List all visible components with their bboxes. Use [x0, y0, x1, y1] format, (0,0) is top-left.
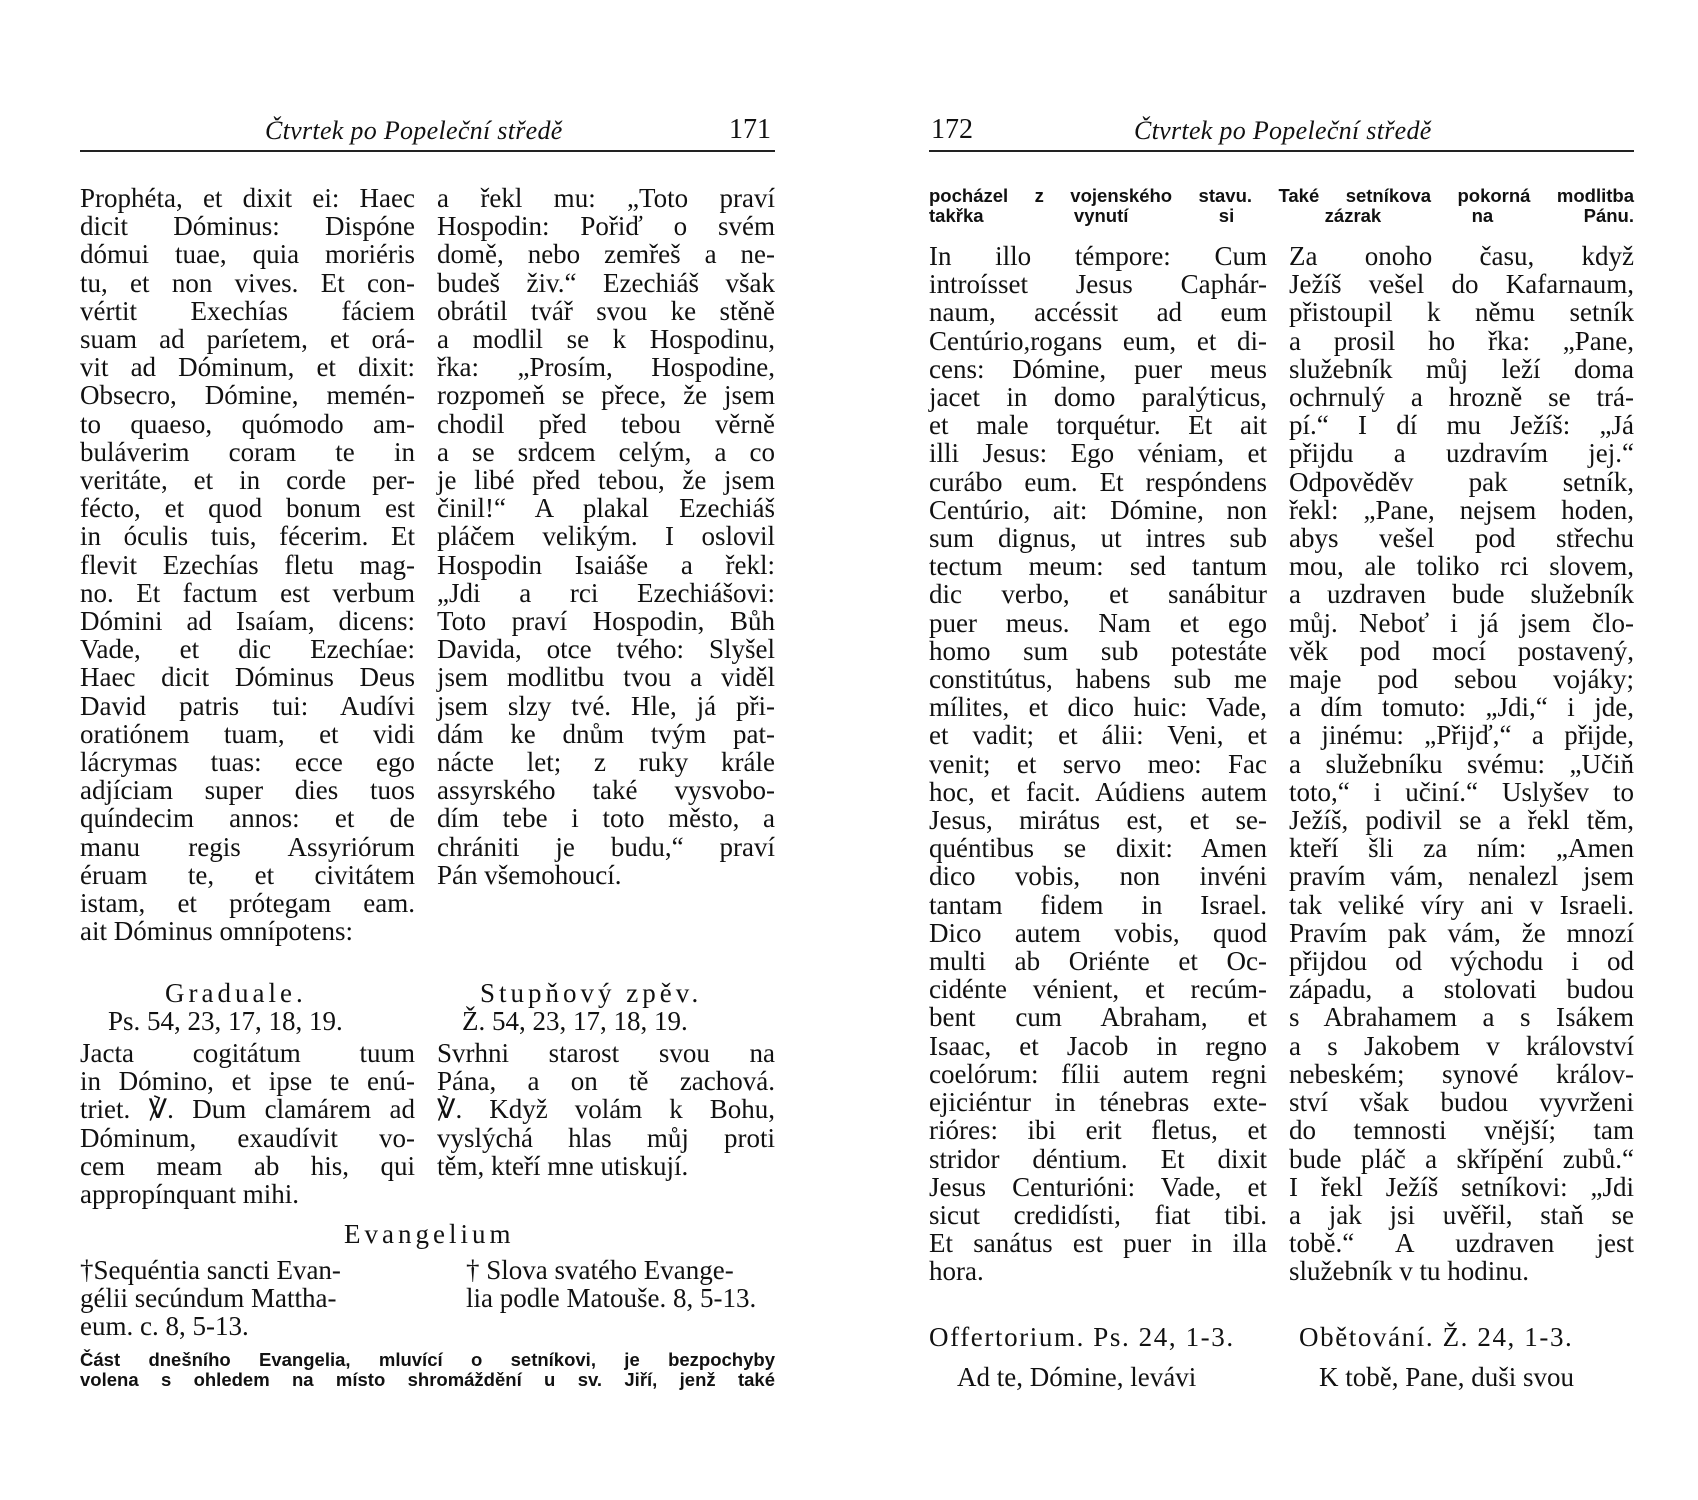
- stupnovy-czech: [437, 1039, 775, 1180]
- text-line: vértit Exechías fáciem: [80, 295, 415, 326]
- text-line: náctе let; z ruky krále: [437, 747, 775, 778]
- text-line: no. Et factum est verbum: [80, 577, 415, 608]
- text-line: veritáte, et in corde per-: [80, 465, 415, 496]
- text-line: a s Jakobem v království: [1289, 1030, 1634, 1061]
- text-line: Haec dicit Dóminus Deus: [80, 662, 415, 693]
- text-line: dicit Dóminus: Dispóne: [80, 211, 415, 242]
- text-line: Dóminum, exaudívit vo-: [80, 1122, 415, 1153]
- obetovani-heading: Obětování. Ž. 24, 1-3.: [1299, 1322, 1574, 1352]
- text-line: Centúrio, ait: Dómine, non: [929, 494, 1267, 525]
- text-line: buláverim coram te in: [80, 436, 415, 467]
- text-line: nebeském; synové králov-: [1289, 1058, 1634, 1089]
- text-line: takřka vynutí si zázrak na Pánu.: [929, 205, 1634, 226]
- text-line: ochrnulý a hrozně se trá-: [1289, 382, 1634, 413]
- text-line: přijdu a uzdravím jej.“: [1289, 438, 1634, 469]
- text-line: appropínquant mihi.: [80, 1179, 299, 1210]
- text-line: služebník můj leží doma: [1289, 353, 1634, 384]
- text-line: homo sum sub potestáte: [929, 635, 1267, 666]
- right-page-header: [929, 110, 1634, 152]
- text-line: flevit Ezechías fletu mag-: [80, 549, 415, 580]
- text-line: fécto, et quod bonum est: [80, 493, 415, 524]
- text-line: jsem modlitbu tvou a viděl: [437, 662, 775, 693]
- graduale-reference: Ps. 54, 23, 17, 18, 19.: [108, 1006, 343, 1036]
- text-line: jsem slzy tvé. Hle, já při-: [437, 690, 775, 721]
- text-line: Jesus Centurióni: Vade, et: [929, 1171, 1267, 1202]
- text-line: Davida, otce tvého: Slyšel: [437, 634, 775, 665]
- text-line: dic verbo, et sanábitur: [929, 579, 1267, 610]
- text-line: „Jdi a rci Ezechiášovi:: [437, 577, 775, 608]
- offertorium-latin: Ad te, Dómine, levávi: [957, 1362, 1197, 1392]
- text-line: suam ad paríetem, et orá-: [80, 324, 415, 355]
- obetovani-czech: K tobě, Pane, duši svou: [1319, 1362, 1574, 1392]
- latin-column: [929, 242, 1267, 1286]
- text-line: chodil před tebou věrně: [437, 408, 775, 439]
- stupnovy-reference: Ž. 54, 23, 17, 18, 19.: [462, 1006, 688, 1036]
- text-line: pí.“ I dí mu Ježíš: „Já: [1289, 410, 1634, 441]
- text-line: oratiónem tuam, et vidi: [80, 718, 415, 749]
- text-line: dám ke dnům tvým pat-: [437, 718, 775, 749]
- text-line: Jesus, mirátus est, et se-: [929, 805, 1267, 836]
- text-line: Pravím pak vám, že mnozí: [1289, 917, 1634, 948]
- text-line: Toto praví Hospodin, Bůh: [437, 606, 775, 637]
- text-line: bude pláč a skřípění zubů.“: [1289, 1143, 1634, 1174]
- text-line: in Dómino, et ipse te enú-: [80, 1066, 415, 1097]
- text-line: Prophéta, et dixit ei: Haec: [80, 183, 415, 213]
- text-line: In illo témpore: Cum: [929, 241, 1267, 271]
- text-line: a jinému: „Přijď,“ a přijde,: [1289, 720, 1634, 751]
- text-line: Hospodin Isaiáše a řekl:: [437, 549, 775, 580]
- text-line: těm, kteří mne utiskují.: [437, 1150, 689, 1181]
- text-line: naum, accéssit ad eum: [929, 297, 1267, 328]
- text-line: západu, a stolovati budou: [1289, 974, 1634, 1005]
- text-line: Pána, a on tě zachová.: [437, 1066, 775, 1097]
- text-line: pocházel z vojenského stavu. Také setníkova pokorná modlitba: [929, 185, 1634, 206]
- czech-column: [437, 184, 775, 889]
- text-line: Za onoho času, když: [1289, 241, 1634, 271]
- text-line: David patris tui: Audívi: [80, 690, 415, 721]
- text-line: volena s ohledem na místo shromáždění u sv. Jiří, jenž také: [80, 1369, 775, 1390]
- text-line: sum dignus, ut intres sub: [929, 523, 1267, 554]
- text-line: tak veliké víry ani v Israeli.: [1289, 889, 1634, 920]
- text-line: et vadit; et álii: Veni, et: [929, 720, 1267, 751]
- czech-column: [1289, 242, 1634, 1286]
- text-line: Centúrio,rogans eum, et di-: [929, 325, 1267, 356]
- text-line: kteří šli za ním: „Amen: [1289, 833, 1634, 864]
- text-line: Et sanátus est puer in illa: [929, 1228, 1267, 1259]
- text-line: cem meam ab his, qui: [80, 1150, 415, 1181]
- text-line: curábo eum. Et respóndens: [929, 466, 1267, 497]
- text-line: a služebníku svému: „Učiň: [1289, 748, 1634, 779]
- running-title: Čtvrtek po Popeleční středě: [1134, 116, 1432, 145]
- text-line: dómui tuae, quia moriéris: [80, 239, 415, 270]
- offertorium-heading: Offertorium. Ps. 24, 1-3.: [929, 1322, 1235, 1352]
- evangelium-heading: Evangelium: [344, 1219, 515, 1249]
- text-line: můj. Neboť i já jsem člo-: [1289, 607, 1634, 638]
- page-number: 171: [729, 114, 771, 145]
- text-line: a se srdcem celým, a co: [437, 436, 775, 467]
- text-line: coelórum: fílii autem regni: [929, 1058, 1267, 1089]
- text-line: stridor déntium. Et dixit: [929, 1143, 1267, 1174]
- text-line: dím tebe i toto město, a: [437, 803, 775, 834]
- latin-column: [80, 184, 415, 945]
- text-line: činil!“ A plakal Ezechiáš: [437, 493, 775, 524]
- text-line: istam, et prótegam eam.: [80, 888, 415, 919]
- text-line: mílites, et dico huic: Vade,: [929, 692, 1267, 723]
- text-line: dico vobis, non invéni: [929, 861, 1267, 892]
- text-line: illi Jesus: Ego véniam, et: [929, 438, 1267, 469]
- text-line: † Slova svatého Evange-: [466, 1255, 734, 1285]
- evangelium-czech: [466, 1256, 778, 1312]
- text-line: přistoupil k němu setník: [1289, 297, 1634, 328]
- text-line: ejiciéntur in ténebras exte-: [929, 1087, 1267, 1118]
- graduale-latin: [80, 1039, 415, 1208]
- graduale-heading: Graduale.: [165, 978, 307, 1008]
- text-line: éruam te, et civitátem: [80, 859, 415, 890]
- text-line: maje pod sebou vojáky;: [1289, 664, 1634, 695]
- text-line: I řekl Ježíš setníkovi: „Jdi: [1289, 1171, 1634, 1202]
- text-line: řekl: „Pane, nejsem hoden,: [1289, 494, 1634, 525]
- text-line: mou, ale toliko rci slovem,: [1289, 551, 1634, 582]
- text-line: bent cum Abraham, et: [929, 1002, 1267, 1033]
- text-line: quíndecim annos: et de: [80, 803, 415, 834]
- text-line: adjíciam super dies tuos: [80, 775, 415, 806]
- text-line: Dómini ad Isaíam, dicens:: [80, 606, 415, 637]
- text-line: pláčem velikým. I oslovil: [437, 521, 775, 552]
- text-line: Svrhni starost svou na: [437, 1038, 775, 1068]
- text-line: †Sequéntia sancti Evan-: [80, 1255, 341, 1285]
- text-line: je libé před tebou, že jsem: [437, 465, 775, 496]
- text-line: vyslýchá hlas můj proti: [437, 1122, 775, 1153]
- text-line: Ježíš vešel do Kafarnaum,: [1289, 269, 1634, 300]
- text-line: a modlil se k Hospodinu,: [437, 324, 775, 355]
- text-line: Dico autem vobis, quod: [929, 917, 1267, 948]
- text-line: Isaac, et Jacob in regno: [929, 1030, 1267, 1061]
- text-line: constitútus, habens sub me: [929, 664, 1267, 695]
- text-line: lia podle Matouše. 8, 5-13.: [466, 1283, 757, 1314]
- text-line: puer meus. Nam et ego: [929, 607, 1267, 638]
- text-line: cidénte vénient, et recúm-: [929, 974, 1267, 1005]
- text-line: tu, et non vives. Et con-: [80, 267, 415, 298]
- left-footnote: [80, 1350, 775, 1390]
- text-line: assyrského také vysvobo-: [437, 775, 775, 806]
- text-line: Odpověděv pak setník,: [1289, 466, 1634, 497]
- text-line: a prosil ho řka: „Pane,: [1289, 325, 1634, 356]
- text-line: ait Dóminus omnípotens:: [80, 916, 353, 947]
- text-line: tectum meum: sed tantum: [929, 551, 1267, 582]
- page-number: 172: [931, 114, 973, 145]
- right-page: [849, 0, 1698, 1500]
- left-page-header: [80, 110, 775, 152]
- text-line: Pán všemohoucí.: [437, 859, 622, 890]
- text-line: lácrymas tuas: ecce ego: [80, 747, 415, 778]
- right-footnote: [929, 186, 1634, 226]
- text-line: a dím tomuto: „Jdi,“ i jde,: [1289, 692, 1634, 723]
- text-line: domě, nebo zemřeš a ne-: [437, 239, 775, 270]
- text-line: tantam fidem in Israel.: [929, 889, 1267, 920]
- stupnovy-heading: Stupňový zpěv.: [480, 978, 703, 1008]
- text-line: a řekl mu: „Toto praví: [437, 183, 775, 213]
- text-line: rozpomeň se přece, že jsem: [437, 380, 775, 411]
- text-line: quéntibus se dixit: Amen: [929, 833, 1267, 864]
- text-line: abys vešel pod střechu: [1289, 523, 1634, 554]
- text-line: in óculis tuis, fécerim. Et: [80, 521, 415, 552]
- running-title: Čtvrtek po Popeleční středě: [265, 116, 563, 145]
- text-line: věk pod mocí postavený,: [1289, 635, 1634, 666]
- text-line: řka: „Prosím, Hospodine,: [437, 352, 775, 383]
- text-line: Vade, et dic Ezechíae:: [80, 634, 415, 665]
- text-line: Obsecro, Dómine, memén-: [80, 380, 415, 411]
- text-line: introísset Jesus Caphár-: [929, 269, 1267, 300]
- text-line: přijdou od východu i od: [1289, 946, 1634, 977]
- text-line: to quaeso, quómodo am-: [80, 408, 415, 439]
- text-line: Část dnešního Evangelia, mluvící o setníkovi, je bezpochyby: [80, 1349, 775, 1370]
- text-line: venit; et servo meo: Fac: [929, 748, 1267, 779]
- text-line: hoc, et facit. Aúdiens autem: [929, 776, 1267, 807]
- text-line: budeš živ.“ Ezechiáš však: [437, 267, 775, 298]
- text-line: vit ad Dóminum, et dixit:: [80, 352, 415, 383]
- text-line: ℣. Když volám k Bohu,: [437, 1094, 775, 1125]
- text-line: obrátil tvář svou ke stěně: [437, 295, 775, 326]
- text-line: a uzdraven bude služebník: [1289, 579, 1634, 610]
- text-line: eum. c. 8, 5-13.: [80, 1311, 249, 1342]
- text-line: multi ab Oriénte et Oc-: [929, 946, 1267, 977]
- text-line: do temnosti vnější; tam: [1289, 1115, 1634, 1146]
- text-line: chrániti je budu,“ praví: [437, 831, 775, 862]
- text-line: gélii secúndum Mattha-: [80, 1283, 337, 1314]
- text-line: s Abrahamem a s Isákem: [1289, 1002, 1634, 1033]
- text-line: hora.: [929, 1256, 984, 1287]
- text-line: triet. ℣. Dum clamárem ad: [80, 1094, 415, 1125]
- text-line: jacet in domo paralýticus,: [929, 382, 1267, 413]
- text-line: et male torquétur. Et ait: [929, 410, 1267, 441]
- text-line: služebník v tu hodinu.: [1289, 1256, 1529, 1287]
- text-line: Hospodin: Pořiď o svém: [437, 211, 775, 242]
- text-line: Jacta cogitátum tuum: [80, 1038, 415, 1068]
- text-line: sicut credidísti, fiat tibi.: [929, 1199, 1267, 1230]
- text-line: manu regis Assyriórum: [80, 831, 415, 862]
- text-line: tobě.“ A uzdraven jest: [1289, 1228, 1634, 1259]
- text-line: pravím vám, nenalezl jsem: [1289, 861, 1634, 892]
- text-line: rióres: ibi erit fletus, et: [929, 1115, 1267, 1146]
- text-line: ství však budou vyvrženi: [1289, 1087, 1634, 1118]
- text-line: toto,“ i učiní.“ Uslyšev to: [1289, 776, 1634, 807]
- text-line: a jak jsi uvěřil, staň se: [1289, 1199, 1634, 1230]
- text-line: cens: Dómine, puer meus: [929, 353, 1267, 384]
- evangelium-latin: [80, 1256, 415, 1341]
- text-line: Ježíš, podivil se a řekl těm,: [1289, 805, 1634, 836]
